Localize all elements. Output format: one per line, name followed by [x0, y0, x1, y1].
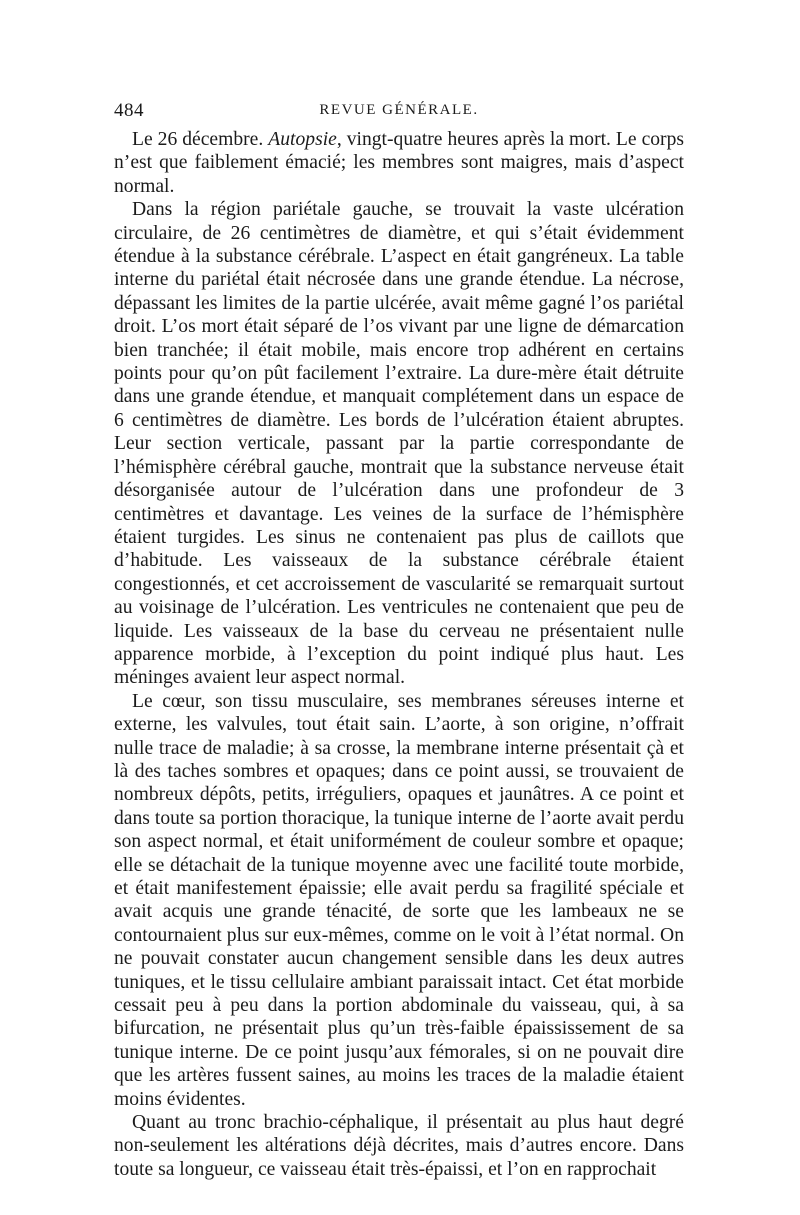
- paragraph-autopsie: [114, 128, 684, 198]
- paragraph-tronc-brachio-cephalique: Quant au tronc brachio-céphalique, il présentait au plus haut degré non-seulement les altérations déjà décrites, mais d’autres encore. Dans toute sa longueur, ce vaisseau était très-épaissi, et l’on en rapprochait: [114, 1112, 684, 1180]
- paragraph-region-parietale: Dans la région pariétale gauche, se trouvait la vaste ulcération circulaire, de 26 centimètres de diamètre, et qui s’était évidemment étendue à la substance cérébrale. L’aspect en était gangréneux. La table interne du pariétal était nécrosée dans une grande étendue. La nécrose, dépassant les limites de la partie ulcérée, avait même gagné l’os pariétal droit. L’os mort était séparé de l’os vivant par une ligne de démarcation bien tranchée; il était mobile, mais encore trop adhérent en certains points pour qu’on pût facilement l’extraire. La dure-mère était détruite dans une grande étendue, et manquait complétement dans un espace de 6 centimètres de diamètre. Les bords de l’ulcération étaient abruptes. Leur section verticale, passant par la partie correspondante de l’hémisphère cérébral gauche, montrait que la substance nerveuse était désorganisée autour de l’ulcération dans une profondeur de 3 centimètres et davantage. Les veines de la surface de l’hémisphère étaient turgides. Les sinus ne contenaient pas plus de caillots que d’habitude. Les vaisseaux de la substance cérébrale étaient congestionnés, et cet accroissement de vascularité se remarquait surtout au voisinage de l’ulcération. Les ventricules ne contenaient que peu de liquide. Les vaisseaux de la base du cerveau ne présentaient nulle apparence morbide, à l’exception du point indiqué plus haut. Les méninges avaient leur aspect normal.: [114, 199, 684, 689]
- emphasis-autopsie: Autopsie: [268, 129, 337, 150]
- paragraph-coeur: Le cœur, son tissu musculaire, ses membranes séreuses interne et externe, les valvules, tout était sain. L’aorte, à son origine, n’offrait nulle trace de maladie; à sa crosse, la membrane interne présentait çà et là des taches sombres et opaques; dans ce point aussi, se trouvaient de nombreux dépôts, petits, irréguliers, opaques et jaunâtres. A ce point et dans toute sa portion thoracique, la tunique interne de l’aorte avait perdu son aspect normal, et était uniformément de couleur sombre et opaque; elle se détachait de la tunique moyenne avec une facilité toute morbide, et était manifestement épaissie; elle avait perdu sa fragilité spéciale et avait acquis une grande ténacité, de sorte que les lambeaux ne se contournaient plus sur eux-mêmes, comme on le voit à l’état normal. On ne pouvait constater aucun changement sensible dans les deux autres tuniques, et le tissu cellulaire ambiant paraissait intact. Cet état morbide cessait peu à peu dans la portion abdominale du vaisseau, qui, à sa bifurcation, ne présentait plus qu’un très-faible épaississement de sa tunique interne. De ce point jusqu’aux fémorales, si on ne pouvait dire que les artères fussent saines, au moins les traces de la maladie étaient moins évidentes.: [114, 690, 684, 1110]
- paragraph-lead: Le 26 décembre.: [132, 129, 269, 150]
- paragraph-text: , vingt-quatre heures après la mort. Le corps n’est que faiblement émacié; les membres sont maigres, mais d’aspect normal.: [114, 129, 685, 197]
- book-page: [114, 100, 684, 1181]
- page-header: [114, 100, 684, 124]
- page-number: 484: [114, 100, 144, 121]
- running-head: REVUE GÉNÉRALE.: [319, 102, 479, 118]
